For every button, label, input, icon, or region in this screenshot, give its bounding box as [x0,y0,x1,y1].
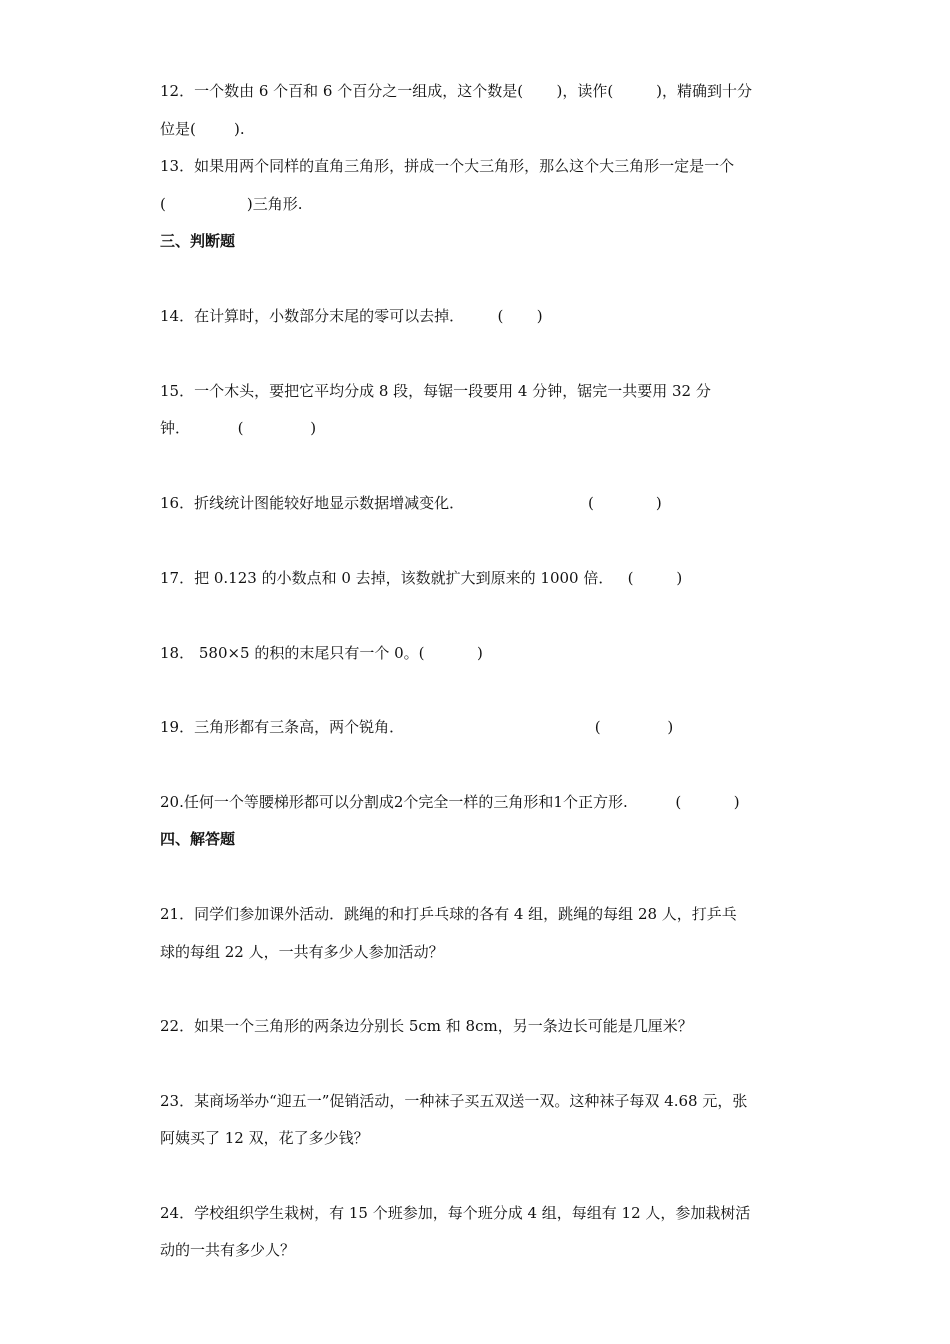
question-15-line-2: 钟． ( ) [160,419,317,437]
question-19: 19．三角形都有三条高，两个锐角． ( ) [160,718,674,736]
question-16: 16．折线统计图能较好地显示数据增减变化． ( ) [160,494,662,512]
question-21-line-2: 球的每组 22 人，一共有多少人参加活动？ [160,943,444,961]
question-22: 22．如果一个三角形的两条边分别长 5cm 和 8cm，另一条边长可能是几厘米？ [160,1017,693,1035]
question-14: 14．在计算时，小数部分末尾的零可以去掉． ( ) [160,307,543,325]
section-title-answer: 四、解答题 [160,830,236,848]
question-23-line-2: 阿姨买了 12 双，花了多少钱？ [160,1129,369,1147]
section-title-judgment: 三、判断题 [160,232,236,250]
question-13-line-1: 13．如果用两个同样的直角三角形，拼成一个大三角形，那么这个大三角形一定是一个 [160,157,735,175]
question-17: 17．把 0.123 的小数点和 0 去掉，该数就扩大到原来的 1000 倍． ( ) [160,569,683,587]
question-20: 20.任何一个等腰梯形都可以分割成2个完全一样的三角形和1个正方形. ( ) [160,793,740,811]
question-24-line-2: 动的一共有多少人？ [160,1241,296,1259]
question-21-line-1: 21．同学们参加课外活动．跳绳的和打乒乓球的各有 4 组，跳绳的每组 28 人，打乒乓 [160,905,737,923]
question-12-line-1: 12．一个数由 6 个百和 6 个百分之一组成，这个数是( )，读作( )，精确到十分 [160,82,752,100]
question-18: 18． 580×5 的积的末尾只有一个 0。( ) [160,644,483,662]
question-15-line-1: 15．一个木头，要把它平均分成 8 段，每锯一段要用 4 分钟，锯完一共要用 32 分 [160,382,711,400]
question-24-line-1: 24．学校组织学生栽树，有 15 个班参加，每个班分成 4 组，每组有 12 人，参加栽树活 [160,1204,751,1222]
question-13-line-2: ( )三角形. [160,195,303,213]
question-23-line-1: 23．某商场举办“迎五一”促销活动，一种袜子买五双送一双。这种袜子每双 4.68 元，张 [160,1092,748,1110]
question-12-line-2: 位是( ). [160,120,245,138]
